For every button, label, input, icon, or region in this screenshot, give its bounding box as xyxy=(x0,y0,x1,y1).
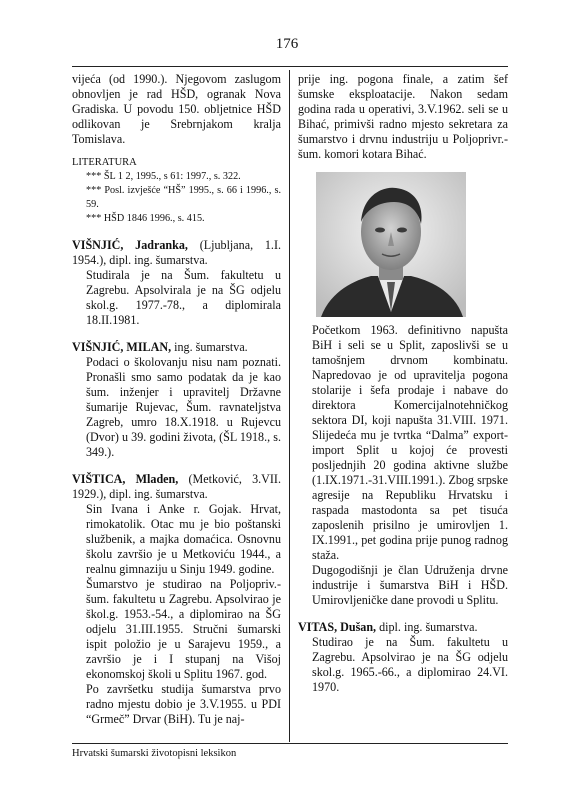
literature-item: *** Posl. izvješće “HŠ” 1995., s. 66 i 1996., s. 59. xyxy=(86,185,281,210)
entry-body: Studirala je na Šum. fakultetu u Zagrebu. Apsolvirala je na ŠG odjelu skol.g. 1977.-78., a diplomirala 18.II.1981. xyxy=(86,268,281,327)
portrait-image xyxy=(316,172,466,317)
entry-details: dipl. ing. šumarstva. xyxy=(376,620,478,634)
entry-name: VIŠTICA, Mladen, xyxy=(72,472,179,486)
continued-text: vijeća (od 1990.). Njegovom zaslugom obnovljen je rad HŠD, ogranak Nova Gradiska. U povodu 150. obljetnice HŠD odlikovan je Srebrnjakom kralja Tomislava. xyxy=(72,72,281,146)
entry-body: Dugogodišnji je član Udruženja drvne industrije i šumarstva BiH i HŠD. Umirovljeničke dane provodi u Splitu. xyxy=(312,563,508,607)
entry-name: VIŠNJIĆ, Jadranka, xyxy=(72,238,188,252)
page-number: 176 xyxy=(275,36,299,52)
entry-details: (Ljubljana, 1.I. 1954.), dipl. ing. šumarstva. xyxy=(72,238,281,267)
entry-details: ing. šumarstva. xyxy=(171,340,248,354)
portrait-photo xyxy=(316,172,466,317)
entry-body: Po završetku studija šumarstva prvo radno mjestu dobio je 3.V.1955. u PDI “Grmeč” Drvar (BiH). Tu je naj- xyxy=(86,682,281,726)
entry-body: Šumarstvo je studirao na Poljopriv.-šum. fakultetu u Zagrebu. Apsolvirao je škol.g. 1953.-54., a diplomirao na ŠG odjelu 31.III.1955. Stručni šumarski ispit položio je u Sarajevu 1959., a završio je i I stupanj na Višoj ekonomskoj školi u Splitu 1967. god. xyxy=(86,577,281,681)
entry-header xyxy=(298,620,508,635)
entry-details: (Metković, 3.VII. 1929.), dipl. ing. šumarstva. xyxy=(72,472,281,501)
entry-name: VIŠNJIĆ, MILAN, xyxy=(72,340,172,354)
entry-header xyxy=(72,340,281,355)
right-column xyxy=(298,72,508,695)
bottom-rule xyxy=(72,743,508,744)
literature-item: *** ŠL 1 2, 1995., s 61: 1997., s. 322. xyxy=(86,171,241,182)
entry-header xyxy=(72,472,281,502)
entry-name: VITAS, Dušan, xyxy=(298,620,377,634)
left-column xyxy=(72,72,281,727)
entry-header xyxy=(72,238,281,268)
column-divider xyxy=(289,70,290,742)
entry-body: Podaci o školovanju nisu nam poznati. Pronašli smo samo podatak da je kao šum. inženjer i upravitelj Državne šumarije Rujevac, Šum. ravnateljstva Zagreb, umro 18.X.1918. u Rujevcu (Dvor) u 39. godini života, (ŠL 1918., s. 349.). xyxy=(86,355,281,459)
literature-heading: LITERATURA xyxy=(72,157,137,168)
literature-item: *** HŠD 1846 1996., s. 415. xyxy=(86,213,205,224)
entry-body: Početkom 1963. definitivno napušta BiH i seli se u Split, zaposlivši se u tamošnjem drvnom kombinatu. Napredovao je od upravitelja pogona stolarije i šefa prodaje i nabave do direktora Komercijalnotehničkog sektora DI, koji napušta 31.VIII. 1971. Slijedeća mu je tvrtka “Dalma” export-import Split u kojoj će provesti posljednjih 20 godina aktivne službe (1.IX.1971.-31.VIII.1991.). Zbog srpske agresije na Republiku Hrvatsku i raspada mastodonta sa pet tisuća zaposlenih prisilno je umirovljen 1. IX.1991., pet godina prije punog radnog staža. xyxy=(312,323,508,562)
top-rule xyxy=(72,66,508,67)
entry-body: Studirao je na Šum. fakultetu u Zagrebu. Apsolvirao je na ŠG odjelu skol.g. 1965.-66., a diplomirao 24.VI. 1970. xyxy=(312,635,508,694)
entry-body: Sin Ivana i Anke r. Gojak. Hrvat, rimokatolik. Otac mu je bio poštanski službenik, a majka domaćica. Osnovnu školu završio je u Metkoviću 1944., a realnu gimnaziju u Sinju 1949. godine. xyxy=(86,502,281,576)
continued-text: prije ing. pogona finale, a zatim šef šumske eksploatacije. Nakon sedam godina rada u operativi, 3.V.1962. seli se u Bihać, primivši radno mjesto sekretara za šumarstvo i drvnu industriju u Poljoprivr.-šum. komori kotara Bihać. xyxy=(298,72,508,161)
footer-text: Hrvatski šumarski životopisni leksikon xyxy=(72,748,237,759)
